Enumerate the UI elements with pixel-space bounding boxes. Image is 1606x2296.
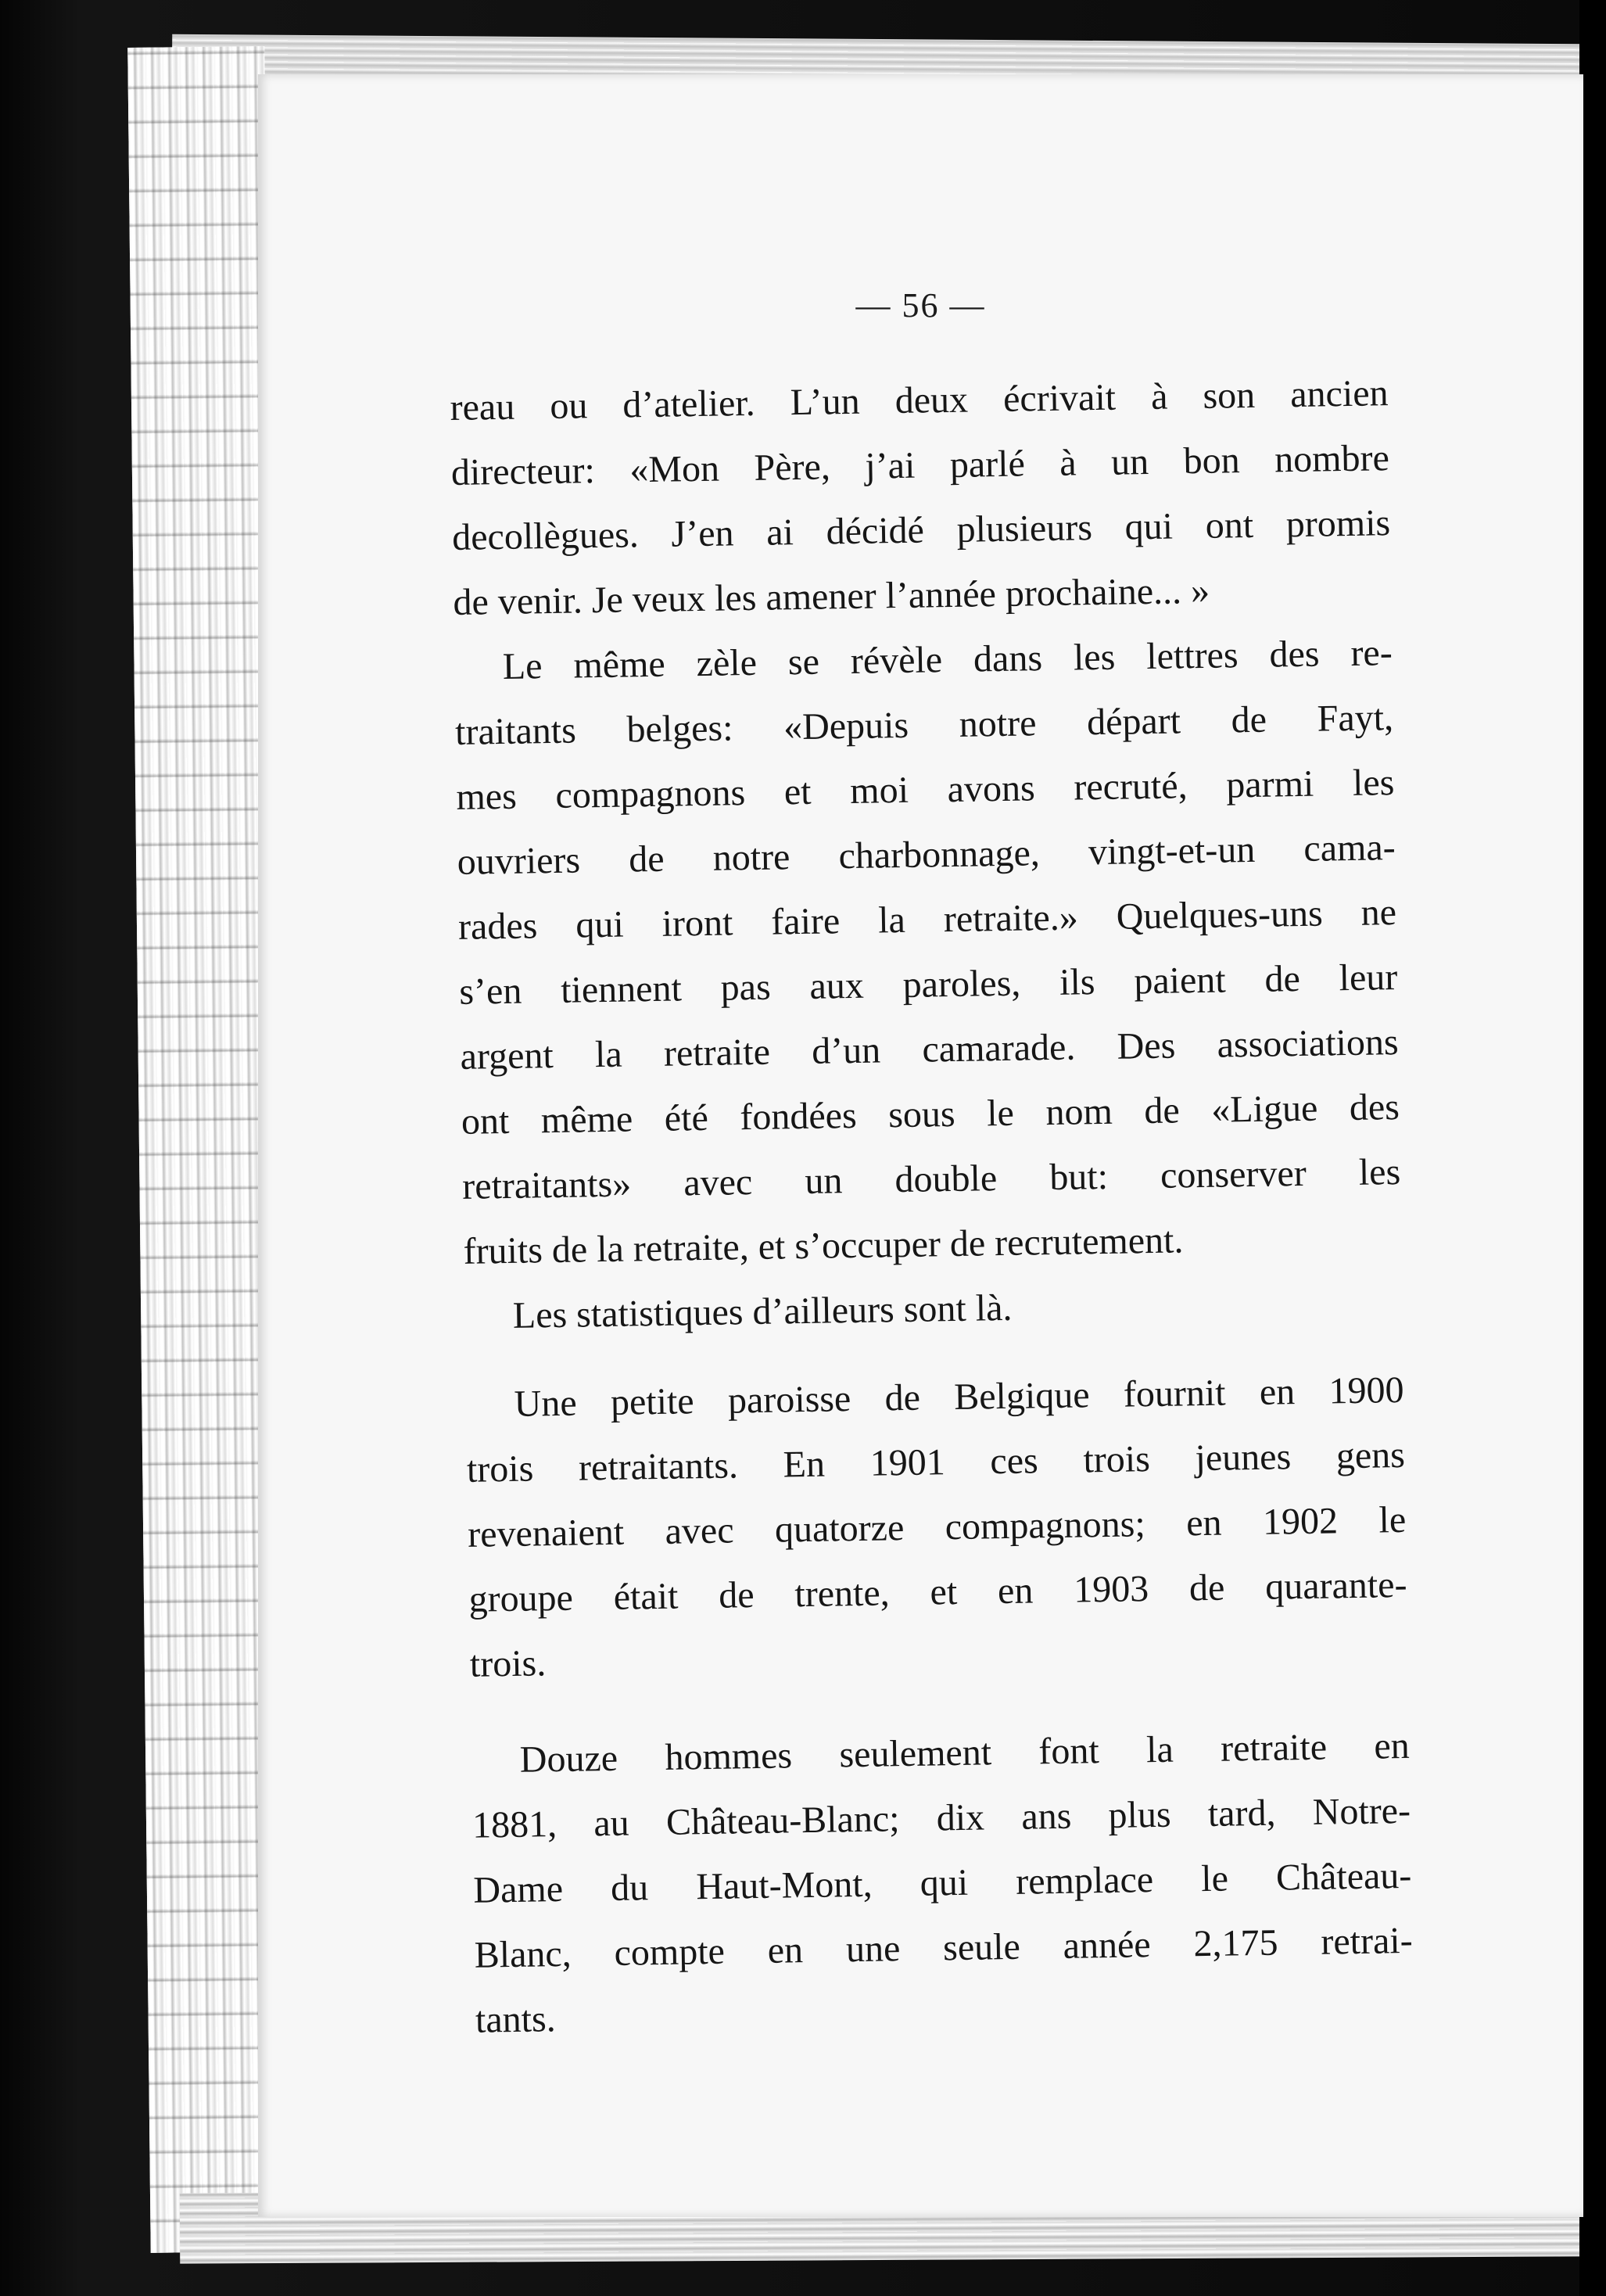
text-line: retraitants» avec un double but: conserver les xyxy=(461,1151,1401,1207)
text-line: Une petite paroisse de Belgique fournit en 1900 xyxy=(514,1369,1404,1425)
body-text xyxy=(450,361,1414,2053)
text-line: Dame du Haut-Mont, qui remplace le Château- xyxy=(473,1854,1412,1911)
text-line: rades qui iront faire la retraite.» Quelques-uns ne xyxy=(457,891,1397,948)
text-line: ouvriers de notre charbonnage, vingt-et-un cama- xyxy=(457,827,1396,883)
text-line: directeur: «Mon Père, j’ai parlé à un bon nombre xyxy=(450,437,1390,493)
text-line: decollègues. J’en ai décidé plusieurs qui ont promis xyxy=(451,502,1391,558)
text-line: mes compagnons et moi avons recruté, parmi les xyxy=(456,762,1395,818)
text-line: Le même zèle se révèle dans les lettres des re- xyxy=(502,632,1393,687)
text-line: fruits de la retraite, et s’occuper de recrutement. xyxy=(463,1219,1184,1272)
text-line: argent la retraite d’un camarade. Des associations xyxy=(460,1021,1399,1078)
text-line: de venir. Je veux les amener l’année prochaine... » xyxy=(453,569,1210,623)
text-line: tants. xyxy=(475,1998,557,2041)
text-line: traitants belges: «Depuis notre départ de Fayt, xyxy=(454,697,1394,753)
text-line: reau ou d’atelier. L’un deux écrivait à son ancien xyxy=(450,372,1389,429)
text-line: trois retraitants. En 1901 ces trois jeunes gens xyxy=(466,1433,1406,1491)
paragraph xyxy=(453,620,1402,1284)
paragraph xyxy=(450,361,1392,635)
background-shadow xyxy=(1579,0,1606,2296)
paragraph xyxy=(464,1269,1403,1349)
text-line: s’en tiennent pas aux paroles, ils paient de leur xyxy=(458,956,1398,1013)
paragraph xyxy=(465,1358,1408,1697)
paragraph xyxy=(471,1713,1414,2053)
book-page xyxy=(258,74,1583,2217)
text-line: Blanc, compte en une seule année 2,175 retrai- xyxy=(474,1919,1414,1976)
text-line: Les statistiques d’ailleurs sont là. xyxy=(512,1286,1013,1336)
text-line: groupe était de trente, et en 1903 de quarante- xyxy=(468,1563,1407,1620)
text-line: ont même été fondées sous le nom de «Ligue des xyxy=(461,1086,1400,1143)
text-line: 1881, au Château-Blanc; dix ans plus tard, Notre- xyxy=(471,1789,1411,1846)
text-line: revenaient avec quatorze compagnons; en 1902 le xyxy=(467,1498,1407,1555)
text-line: trois. xyxy=(469,1642,547,1685)
text-line: Douze hommes seulement font la retraite en xyxy=(519,1724,1411,1781)
page-number: — 56 — xyxy=(855,286,986,325)
